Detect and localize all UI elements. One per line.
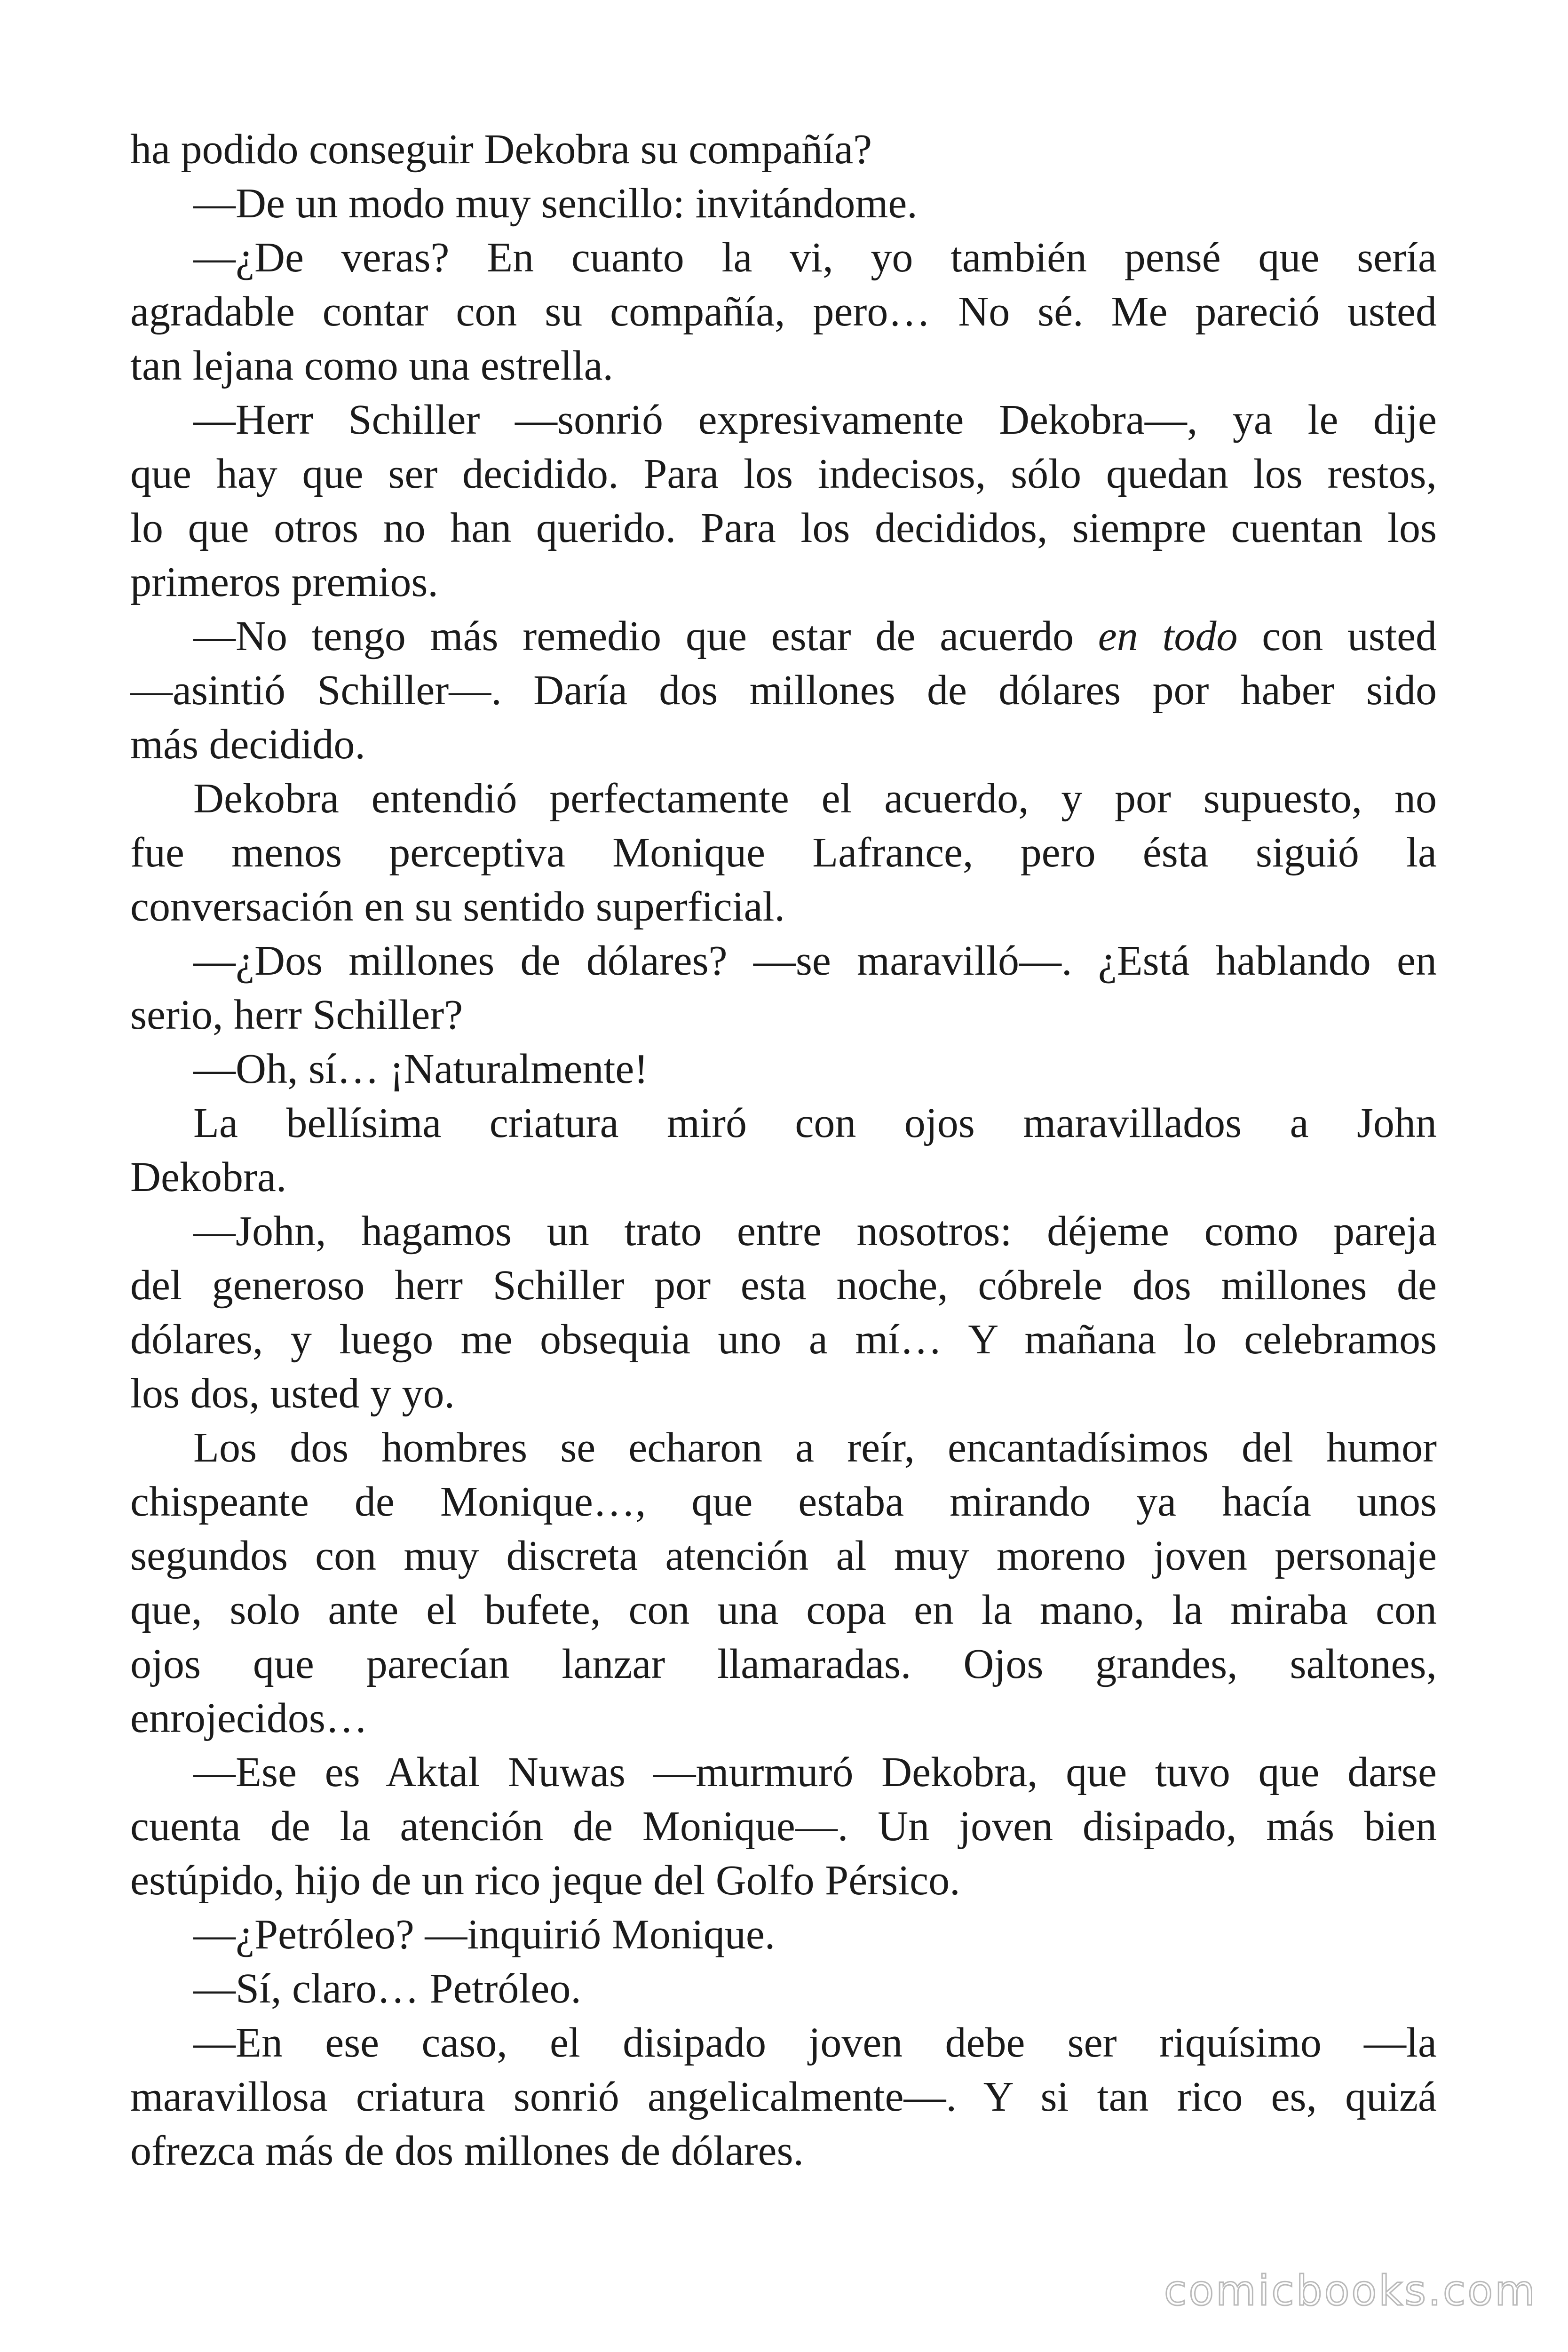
paragraph	[130, 2016, 1437, 2178]
text-line: ofrezca más de dos millones de dólares.	[130, 2128, 804, 2174]
text-line: maravillosa criatura sonrió angelicalmente—. Y si tan rico es, quizá	[130, 2074, 1437, 2120]
text-line: cuenta de la atención de Monique—. Un joven disipado, más bien	[130, 1803, 1437, 1850]
text-line: que hay que ser decidido. Para los indecisos, sólo quedan los restos,	[130, 451, 1437, 497]
paragraph	[130, 1962, 1437, 2016]
text-line: fue menos perceptiva Monique Lafrance, pero ésta siguió la	[130, 829, 1437, 876]
text-line: agradable contar con su compañía, pero… No sé. Me pareció usted	[130, 288, 1437, 335]
text-line: tan lejana como una estrella.	[130, 342, 614, 389]
paragraph	[130, 122, 1437, 176]
paragraph	[130, 771, 1437, 934]
paragraph	[130, 1204, 1437, 1421]
paragraph	[130, 609, 1437, 771]
text-line: —¿Petróleo? —inquirió Monique.	[193, 1911, 776, 1958]
text-line: segundos con muy discreta atención al muy moreno joven personaje	[130, 1533, 1437, 1579]
text-line: enrojecidos…	[130, 1695, 368, 1741]
text-line: Dekobra entendió perfectamente el acuerdo, y por supuesto, no	[193, 775, 1437, 822]
text-line: lo que otros no han querido. Para los decididos, siempre cuentan los	[130, 505, 1437, 551]
text-line: —¿Dos millones de dólares? —se maravilló—. ¿Está hablando en	[193, 938, 1437, 984]
text-line: —Ese es Aktal Nuwas —murmuró Dekobra, que tuvo que darse	[193, 1749, 1437, 1796]
text-line: —Sí, claro… Petróleo.	[193, 1965, 581, 2012]
watermark: comicbooks.com	[1164, 2266, 1537, 2315]
emphasis-text: en todo	[1098, 613, 1238, 660]
text-line: conversación en su sentido superficial.	[130, 883, 785, 930]
paragraph	[130, 1745, 1437, 1907]
text-line: chispeante de Monique…, que estaba mirando ya hacía unos	[130, 1478, 1437, 1525]
text-line: del generoso herr Schiller por esta noche, cóbrele dos millones de	[130, 1262, 1437, 1309]
text-line: serio, herr Schiller?	[130, 992, 463, 1038]
text-line: —¿De veras? En cuanto la vi, yo también pensé que sería	[193, 234, 1437, 281]
text-line: La bellísima criatura miró con ojos maravillados a John	[193, 1100, 1437, 1146]
text-line: Dekobra.	[130, 1154, 287, 1200]
paragraph	[130, 1096, 1437, 1204]
paragraph	[130, 393, 1437, 609]
paragraph	[130, 1907, 1437, 1962]
paragraph	[130, 230, 1437, 393]
paragraph	[130, 1421, 1437, 1745]
paragraph	[130, 176, 1437, 230]
text-line: estúpido, hijo de un rico jeque del Golfo Pérsico.	[130, 1857, 960, 1904]
text-line: ojos que parecían lanzar llamaradas. Ojos grandes, saltones,	[130, 1641, 1437, 1687]
text-line: primeros premios.	[130, 559, 438, 605]
text-body	[130, 122, 1437, 2178]
paragraph	[130, 934, 1437, 1042]
text-line: los dos, usted y yo.	[130, 1370, 455, 1417]
text-line: —Herr Schiller —sonrió expresivamente Dekobra—, ya le dije	[193, 397, 1437, 443]
text-line: Los dos hombres se echaron a reír, encantadísimos del humor	[193, 1424, 1437, 1471]
text-line: ha podido conseguir Dekobra su compañía?	[130, 126, 872, 173]
text-segment: —No tengo más remedio que estar de acuerdo	[193, 613, 1098, 660]
text-line: —Oh, sí… ¡Naturalmente!	[193, 1046, 649, 1092]
text-line: —De un modo muy sencillo: invitándome.	[193, 180, 918, 227]
text-line	[130, 609, 1437, 663]
text-line: más decidido.	[130, 721, 365, 768]
text-line: —asintió Schiller—. Daría dos millones de dólares por haber sido	[130, 667, 1437, 714]
text-line: dólares, y luego me obsequia uno a mí… Y mañana lo celebramos	[130, 1316, 1437, 1363]
text-segment: con usted	[1237, 613, 1437, 660]
text-line: —En ese caso, el disipado joven debe ser riquísimo —la	[193, 2019, 1437, 2066]
paragraph	[130, 1042, 1437, 1096]
text-line: —John, hagamos un trato entre nosotros: déjeme como pareja	[193, 1208, 1437, 1255]
text-line: que, solo ante el bufete, con una copa en la mano, la miraba con	[130, 1587, 1437, 1633]
